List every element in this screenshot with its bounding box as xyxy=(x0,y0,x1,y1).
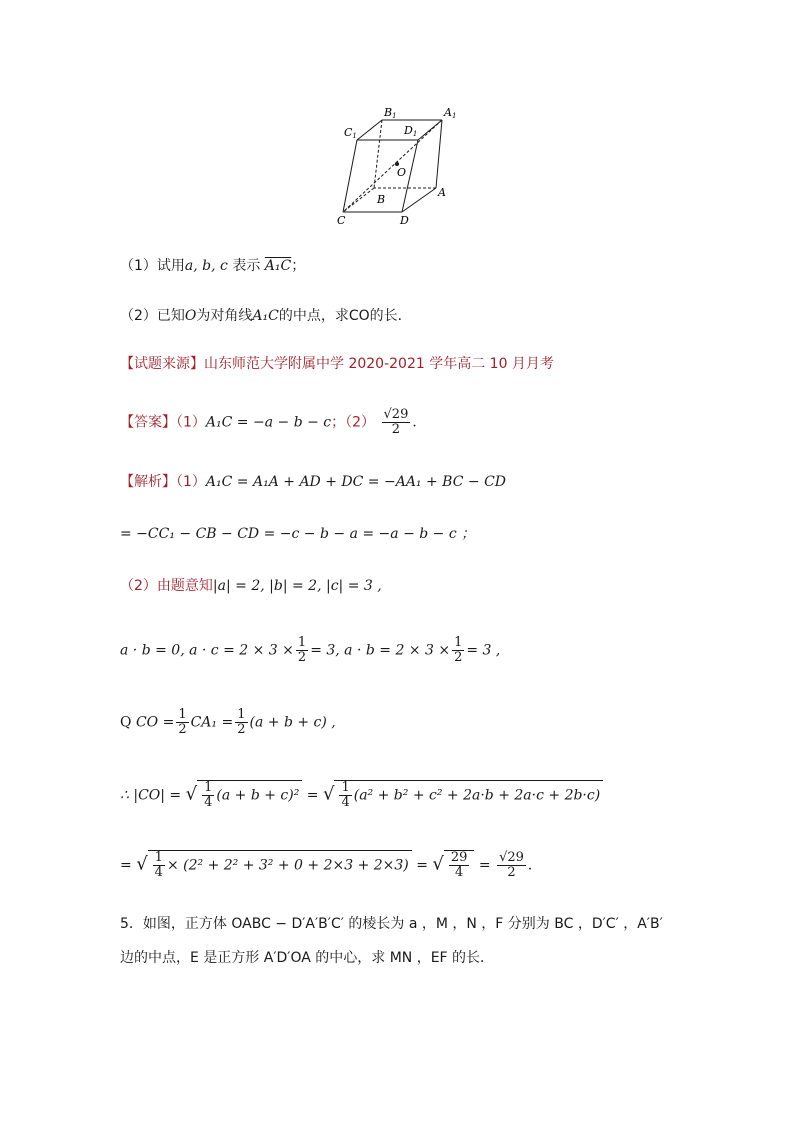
analysis-line-1: 【解析】（1）A₁C = A₁A + AD + DC = −AA₁ + BC − CD xyxy=(120,474,507,490)
edge-D-A xyxy=(402,188,436,212)
label-D1: D1 xyxy=(404,124,418,138)
question-5-line-2: 边的中点，E 是正方形 A′D′OA 的中心，求 MN ，EF 的长． xyxy=(120,950,495,966)
edge-C1-C xyxy=(343,140,357,212)
question-5-line-1: 5．如图，正方体 OABC − D′A′B′C′ 的棱长为 a ，M ，N ，F 分别为 BC ，D′C′ ，A′B′ xyxy=(120,916,663,932)
label-C: C xyxy=(337,214,346,227)
label-O: O xyxy=(397,166,407,179)
edge-A1-D1 xyxy=(418,120,442,140)
edge-C1-B1 xyxy=(357,120,382,140)
final-computation-line: = √ $\frac{1}{4}$ × (2² + 2² + 3² + 0 + 2×3 + 2×3) = √ $\frac{29}{4}$ = $\frac{√29}{2}$ ． xyxy=(120,850,542,880)
edge-A1-A xyxy=(436,120,442,188)
analysis-part-2: （2）由题意知|a| = 2, |b| = 2, |c| = 3 , xyxy=(120,578,382,594)
co-vector-line: Q CO = $\frac{1}{2}$ CA₁ = $\frac{1}{2}$ (a + b + c) , xyxy=(120,707,336,737)
analysis-line-2: = −CC₁ − CB − CD = −c − b − a = −a − b − c ； xyxy=(120,526,476,542)
parallelepiped-figure xyxy=(330,100,470,230)
label-B: B xyxy=(377,193,386,206)
diagonal-A1C xyxy=(343,120,442,212)
label-B1: B1 xyxy=(384,106,397,120)
question-1: （1）试用a, b, c 表示 A₁C； xyxy=(120,258,306,274)
edge-B-C xyxy=(343,188,374,212)
dot-products-line: a · b = 0, a · c = 2 × 3 × $\frac{1}{2}$ = 3, a · b = 2 × 3 × $\frac{1}{2}$ = 3 , xyxy=(120,635,501,665)
label-D: D xyxy=(400,214,409,227)
answer-line: 【答案】（1）A₁C = −a − b − c；（2） $\frac{√29}{2}$ ． xyxy=(120,407,427,437)
label-A1: A1 xyxy=(444,106,457,120)
answer-fraction: $\frac{√29}{2}$ xyxy=(383,407,409,437)
label-C1: C1 xyxy=(344,126,357,140)
question-2: （2）已知O为对角线A₁C的中点，求CO的长． xyxy=(120,308,412,324)
edge-B1-B xyxy=(374,120,382,188)
question-source: 【试题来源】山东师范大学附属中学 2020-2021 学年高二 10 月月考 xyxy=(120,356,554,372)
label-A: A xyxy=(438,186,446,199)
magnitude-line: ∴ |CO| = √ $\frac{1}{4}$ (a + b + c)² = √ $\frac{1}{4}$ (a² + b² + c² + 2a·b + 2a·c + 2b·c) xyxy=(120,780,603,810)
